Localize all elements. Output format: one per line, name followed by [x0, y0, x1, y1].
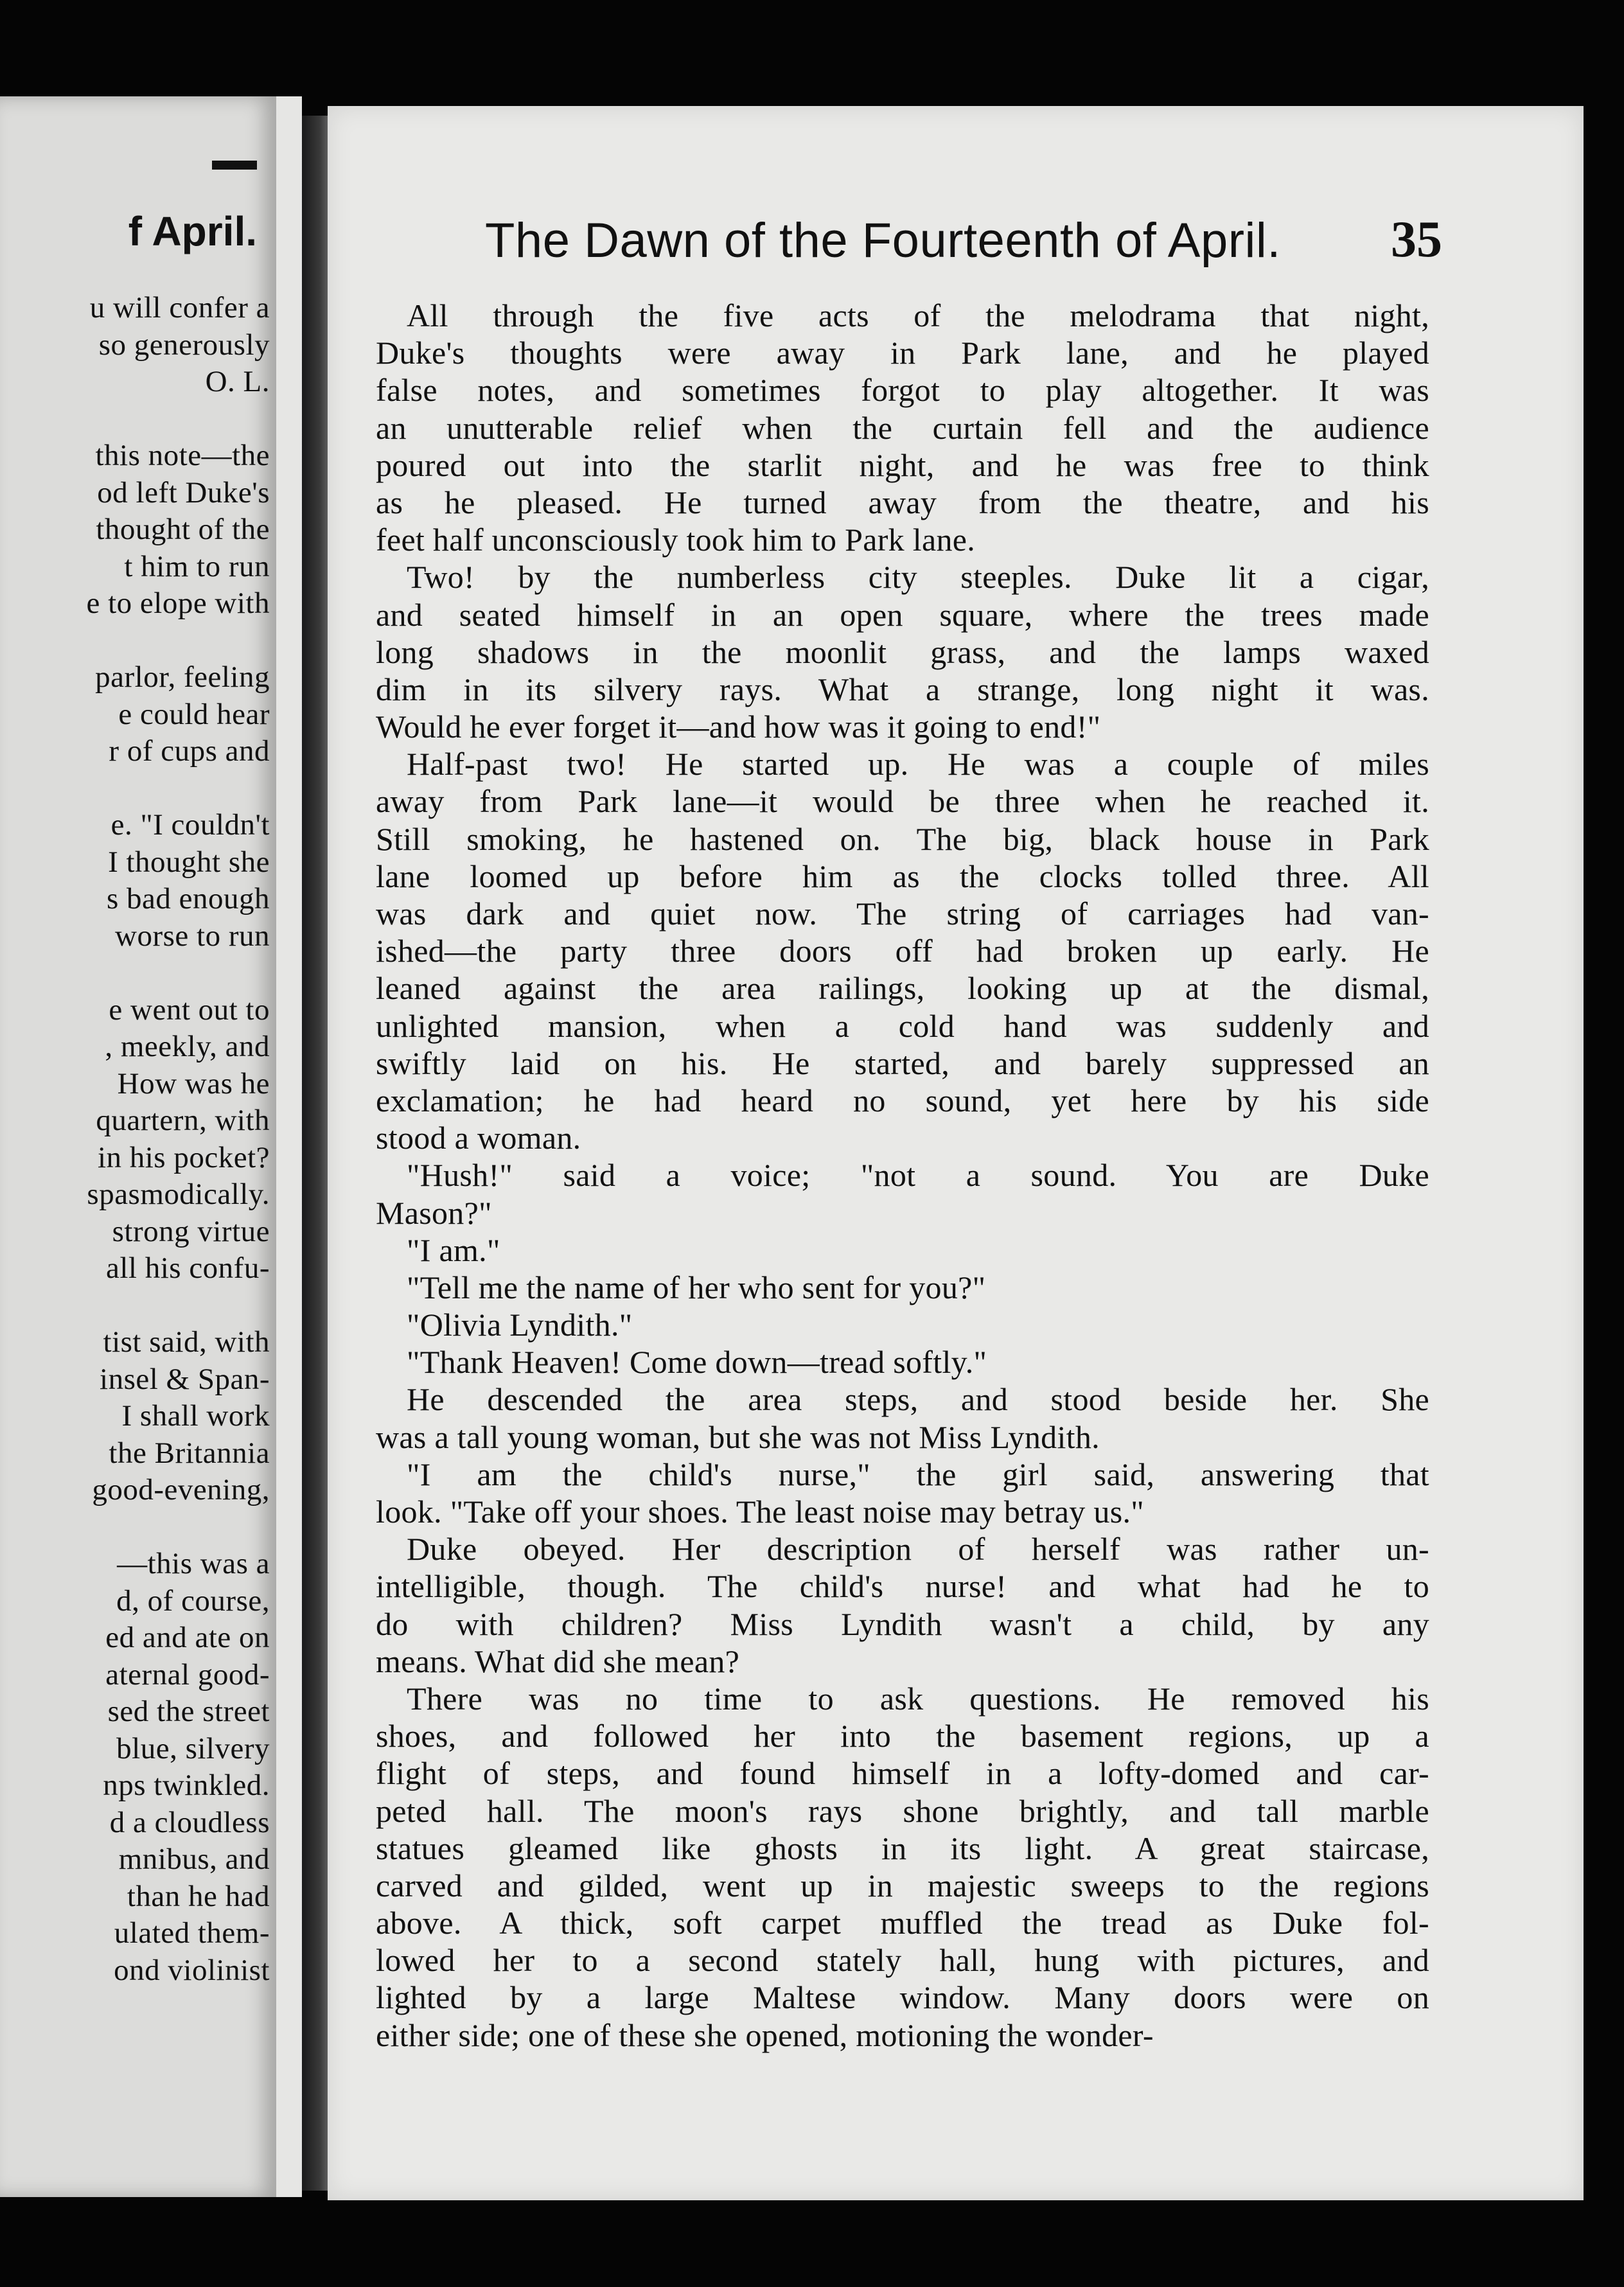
text-line: shoes, and followed her into the basement regions, up a [376, 1718, 1429, 1754]
left-page-line: sed the street [107, 1695, 270, 1728]
text-line: and seated himself in an open square, where the trees made [376, 596, 1429, 633]
left-page-line: strong virtue [112, 1214, 270, 1248]
text-line: "Hush!" said a voice; "not a sound. You are Duke [407, 1157, 1429, 1194]
left-running-head: f April. [128, 208, 257, 254]
left-page-line: insel & Span- [100, 1362, 270, 1396]
left-page-line: e to elope with [86, 587, 270, 620]
left-page-line: , meekly, and [105, 1030, 270, 1063]
text-line: carved and gilded, went up in majestic sweeps to the regions [376, 1867, 1429, 1903]
left-page-line: u will confer a [89, 291, 270, 324]
text-line: swiftly laid on his. He started, and barely suppressed an [376, 1045, 1429, 1081]
text-line: means. What did she mean? [376, 1643, 740, 1679]
text-line: Duke obeyed. Her description of herself was rather un- [407, 1531, 1429, 1567]
left-page-line: so generously [98, 328, 270, 362]
text-line: "Thank Heaven! Come down—tread softly." [407, 1344, 987, 1381]
text-line: He descended the area steps, and stood beside her. She [407, 1381, 1429, 1418]
text-line: dim in its silvery rays. What a strange, long night it was. [376, 671, 1429, 707]
left-page-line: I thought she [108, 845, 270, 879]
left-page-line: O. L. [205, 365, 270, 398]
text-line: lighted by a large Maltese window. Many doors were on [376, 1979, 1429, 2016]
text-line: exclamation; he had heard no sound, yet here by his side [376, 1082, 1429, 1118]
text-line: ished—the party three doors off had broken up early. He [376, 933, 1429, 969]
text-line: false notes, and sometimes forgot to play altogether. It was [376, 372, 1429, 409]
text-line: poured out into the starlit night, and he was free to think [376, 446, 1429, 483]
left-page-line: blue, silvery [116, 1731, 270, 1765]
text-line: as he pleased. He turned away from the theatre, and his [376, 484, 1429, 520]
left-page-line: good-evening, [92, 1473, 270, 1506]
left-page-line: nps twinkled. [103, 1769, 270, 1802]
left-page-line: I shall work [121, 1399, 270, 1433]
left-page-line: worse to run [115, 919, 270, 953]
left-page-line: e could hear [118, 697, 270, 731]
text-line: "Olivia Lyndith." [407, 1307, 633, 1343]
text-line: Would he ever forget it—and how was it going to end!" [376, 709, 1101, 745]
text-line: was dark and quiet now. The string of carriages had van- [376, 896, 1429, 932]
left-page-line: od left Duke's [97, 475, 270, 509]
left-page-line: aternal good- [105, 1657, 270, 1691]
left-page-line: parlor, feeling [95, 660, 270, 694]
text-line: All through the five acts of the melodrama that night, [407, 297, 1429, 333]
left-page-line: d a cloudless [109, 1805, 270, 1839]
left-page-line: —this was a [117, 1547, 270, 1580]
page-number: 35 [1391, 211, 1442, 268]
left-page-line: How was he [117, 1066, 270, 1100]
body-text [376, 297, 1429, 2054]
text-line: above. A thick, soft carpet muffled the tread as Duke fol- [376, 1905, 1429, 1941]
left-page-line: this note—the [95, 439, 270, 472]
text-line: "I am the child's nurse," the girl said, answering that [407, 1456, 1429, 1492]
text-line: peted hall. The moon's rays shone brightly, and tall marble [376, 1792, 1429, 1829]
text-line: Half-past two! He started up. He was a couple of miles [407, 746, 1429, 782]
text-line: an unutterable relief when the curtain fell and the audience [376, 409, 1429, 446]
left-page-line: e. "I couldn't [110, 808, 270, 842]
text-line: do with children? Miss Lyndith wasn't a child, by any [376, 1605, 1429, 1642]
running-head: The Dawn of the Fourteenth of April. [485, 213, 1281, 268]
gutter [276, 96, 302, 2197]
printer-mark [212, 161, 257, 170]
text-line: either side; one of these she opened, motioning the wonder- [376, 2017, 1154, 2053]
text-line: "Tell me the name of her who sent for you?" [407, 1269, 986, 1305]
left-page-line: s bad enough [106, 882, 270, 915]
text-line: statues gleamed like ghosts in its light. A great staircase, [376, 1830, 1429, 1866]
text-line: was a tall young woman, but she was not Miss Lyndith. [376, 1418, 1100, 1455]
text-line: lane loomed up before him as the clocks tolled three. All [376, 858, 1429, 894]
text-line: look. "Take off your shoes. The least noise may betray us." [376, 1494, 1144, 1530]
left-page-line: all his confu- [106, 1251, 270, 1285]
left-page-line: ulated them- [114, 1916, 270, 1950]
text-line: "I am." [407, 1232, 500, 1268]
left-page-line: d, of course, [116, 1584, 270, 1618]
text-line: leaned against the area railings, looking up at the dismal, [376, 970, 1429, 1007]
text-line: flight of steps, and found himself in a lofty-domed and car- [376, 1755, 1429, 1792]
left-page-line: in his pocket? [97, 1140, 270, 1174]
text-line: There was no time to ask questions. He removed his [407, 1680, 1429, 1717]
text-line: away from Park lane—it would be three when he reached it. [376, 783, 1429, 820]
left-page-line: r of cups and [109, 734, 270, 768]
text-line: Mason?" [376, 1194, 492, 1231]
left-page-line: e went out to [109, 993, 270, 1027]
text-line: Duke's thoughts were away in Park lane, and he played [376, 335, 1429, 371]
left-page-line: t him to run [124, 549, 270, 583]
text-line: intelligible, though. The child's nurse! and what had he to [376, 1568, 1429, 1605]
left-page-line: spasmodically. [87, 1178, 270, 1211]
left-page-line: thought of the [96, 513, 270, 546]
left-page-line: ed and ate on [105, 1621, 270, 1654]
text-line: Two! by the numberless city steeples. Duke lit a cigar, [407, 559, 1429, 596]
left-page-line: quartern, with [96, 1104, 270, 1137]
left-page-line: the Britannia [109, 1436, 270, 1470]
left-page-line: ond violinist [114, 1953, 270, 1987]
text-line: stood a woman. [376, 1120, 581, 1156]
text-line: long shadows in the moonlit grass, and the lamps waxed [376, 633, 1429, 670]
text-line: unlighted mansion, when a cold hand was suddenly and [376, 1007, 1429, 1044]
left-page-line: mnibus, and [118, 1842, 270, 1876]
left-page-line: than he had [127, 1879, 270, 1913]
text-line: lowed her to a second stately hall, hung with pictures, and [376, 1942, 1429, 1979]
text-line: Still smoking, he hastened on. The big, black house in Park [376, 820, 1429, 857]
left-page [0, 96, 276, 2197]
text-line: feet half unconsciously took him to Park lane. [376, 522, 976, 558]
left-page-line: tist said, with [103, 1325, 270, 1359]
